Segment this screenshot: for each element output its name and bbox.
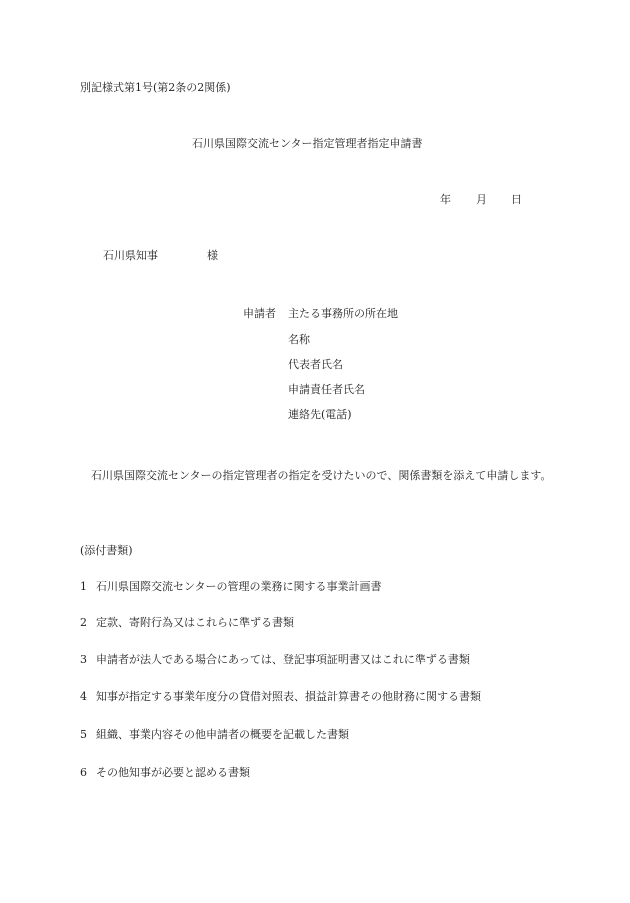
addressee-honorific: 様 bbox=[207, 249, 218, 262]
date-month-label: 月 bbox=[476, 193, 487, 206]
applicant-field-contact: 連絡先(電話) bbox=[288, 408, 352, 421]
list-item-number: 6 bbox=[80, 766, 87, 779]
list-item-number: 5 bbox=[80, 728, 87, 741]
attachments-heading: (添付書類) bbox=[80, 544, 133, 557]
list-item-text: その他知事が必要と認める書類 bbox=[96, 766, 250, 779]
list-item-text: 石川県国際交流センターの管理の業務に関する事業計画書 bbox=[96, 580, 382, 593]
list-item-text: 申請者が法人である場合にあっては、登記事項証明書又はこれに準ずる書類 bbox=[96, 653, 470, 666]
list-item-text: 組織、事業内容その他申請者の概要を記載した書類 bbox=[96, 728, 349, 741]
applicant-label: 申請者 bbox=[243, 307, 276, 320]
list-item-number: 3 bbox=[80, 653, 87, 666]
list-item-text: 知事が指定する事業年度分の貸借対照表、損益計算書その他財務に関する書類 bbox=[96, 690, 481, 703]
applicant-field-representative: 代表者氏名 bbox=[288, 358, 343, 371]
applicant-field-name: 名称 bbox=[288, 333, 310, 346]
list-item-text: 定款、寄附行為又はこれらに準ずる書類 bbox=[96, 616, 294, 629]
date-day-label: 日 bbox=[511, 193, 522, 206]
applicant-field-address: 主たる事務所の所在地 bbox=[288, 307, 398, 320]
list-item-number: 1 bbox=[80, 580, 87, 593]
date-year-label: 年 bbox=[440, 193, 451, 206]
addressee-name: 石川県知事 bbox=[103, 249, 158, 262]
document-title: 石川県国際交流センター指定管理者指定申請書 bbox=[192, 137, 423, 150]
list-item-number: 2 bbox=[80, 616, 87, 629]
form-number-label: 別記様式第1号(第2条の2関係) bbox=[80, 81, 231, 94]
request-statement: 石川県国際交流センターの指定管理者の指定を受けたいので、関係書類を添えて申請します。 bbox=[91, 469, 552, 482]
list-item-number: 4 bbox=[80, 690, 87, 703]
applicant-field-responsible-person: 申請責任者氏名 bbox=[288, 383, 365, 396]
